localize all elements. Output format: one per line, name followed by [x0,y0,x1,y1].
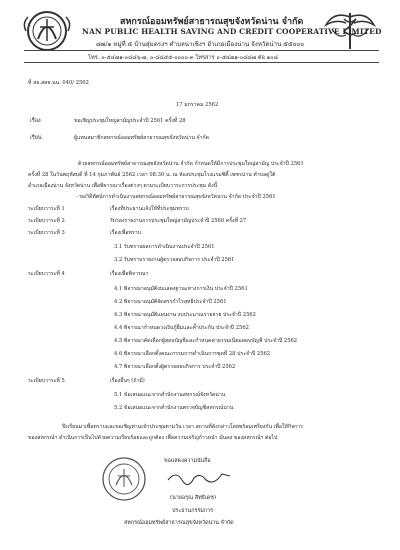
official-seal-stamp [101,456,147,502]
video-heading: - ขอวิดีทัศน์การดำเนินงานสหกรณ์ออมทรัพย์สาธารณสุขจังหวัดน่าน จำกัด ประจำปี 2561 [76,194,276,200]
agenda-text: รับรองรายงานการประชุมใหญ่สามัญประจำปี 2560 ครั้งที่ 27 [110,218,247,224]
paragraph-line: ครั้งที่ 28 ในวันพฤหัสบดี ที่ 14 กุมภาพันธ์ 2562 เวลา 08.30 น. ณ ห้องประชุมโรงแรมซิตี้ เพชรน่าน ตำบลดู่ใต้ [28,172,276,178]
letter-date: 17 มกราคม 2562 [176,102,219,108]
agenda-subitem: 4.3 พิจารณาอนุมัติแผนงาน งบประมาณรายจ่าย ประจำปี 2562 [114,312,256,318]
header-divider-bottom [24,62,379,63]
agenda-label: ระเบียบวาระที่ 5 [28,378,65,384]
closing-line: จึงเรียนมาเพื่อทราบและขอเชิญท่านเข้าประชุมตามวัน เวลา สถานที่ดังกล่าวโดยพร้อมเพรียงกัน เพื่อให้กิจการ [62,424,303,430]
agenda-subitem: 4.5 พิจารณาคัดเลือกผู้สอบบัญชีและกำหนดค่าธรรมเนียมสอบบัญชี ประจำปี 2562 [114,338,298,344]
subject-text: ขอเชิญประชุมใหญ่สามัญประจำปี 2561 ครั้งที่ 28 [74,118,186,124]
closing-line: ของสหกรณ์ฯ ดำเนินการเป็นไปด้วยความเรียบร้อยและถูกต้อง เพื่อความเจริญก้าวหน้า มั่นคง ของสหกรณ์ฯ ต่อไป [28,435,278,441]
agenda-subitem: 4.7 พิจารณาเลือกตั้งผู้ตรวจสอบกิจการ ประจำปี 2562 [114,364,236,370]
agenda-subitem: 4.1 พิจารณาอนุมัติงบแสดงฐานะทางการเงิน ประจำปี 2561 [114,286,248,292]
signature [164,466,234,488]
agenda-subitem: 4.4 พิจารณากำหนดวงเงินกู้ยืมและค้ำประกัน ประจำปี 2562 [114,325,249,331]
org-name-thai: สหกรณ์ออมทรัพย์สาธารณสุขจังหวัดน่าน จำกัด [120,17,304,27]
agenda-subitem: 5.2 ข้อเสนอแนะจากสำนักงานตรวจบัญชีสหกรณ์น่าน [114,405,234,411]
agenda-subitem: 4.2 พิจารณาอนุมัติจัดสรรกำไรสุทธิประจำปี 2561 [114,299,227,305]
agenda-subitem: 5.1 ข้อเสนอแนะจากสำนักงานสหกรณ์จังหวัดน่าน [114,392,226,398]
signer-title: ประธานกรรมการ [172,508,214,514]
signer-organization: สหกรณ์ออมทรัพย์สาธารณสุขจังหวัดน่าน จำกัด [124,520,234,526]
paragraph-line: อำเภอเมืองน่าน จังหวัดน่าน เพื่อพิจารณาเรื่องต่างๆ ตามระเบียบวาระการประชุม ดังนี้ [28,183,218,189]
agenda-subitem: 3.2 รับทราบรายงานผู้ตรวจสอบกิจการ ประจำปี 2561 [114,257,235,263]
agenda-text: เรื่องเพื่อทราบ [110,230,141,236]
to-text: ผู้แทนสมาชิกสหกรณ์ออมทรัพย์สาธารณสุขจังหวัดน่าน จำกัด [74,135,210,141]
agenda-label: ระเบียบวาระที่ 2 [28,218,65,224]
agenda-subitem: 3.1 รับทราบผลการดำเนินงานประจำปี 2561 [114,244,215,250]
cooperative-logo-left [20,9,74,53]
signer-name: (นายอรุณ สิทธิเดช) [170,495,217,501]
reference-number: ที่ สอ.สสจ.นน. 040/ 2562 [28,80,89,86]
header-divider [24,50,379,51]
agenda-label: ระเบียบวาระที่ 4 [28,271,65,277]
agenda-subitem: 4.6 พิจารณาเลือกตั้งคณะกรรมการดำเนินการชุดที่ 28 ประจำปี 2562 [114,351,271,357]
agenda-text: เรื่องที่ประธานแจ้งให้ที่ประชุมทราบ [110,206,189,212]
org-name-english: NAN PUBLIC HEALTH SAVING AND CREDIT COOPERATIVE LIMITED [82,27,382,36]
org-address: ๘๗/๑ หมู่ที่ ๕ บ้านสุ่มตรงฯ ตำบลนาเชิงฯ อำเภอเมืองน่าน จังหวัดน่าน ๕๕๐๐๐ [96,41,304,48]
agenda-label: ระเบียบวาระที่ 3 [28,230,65,236]
subject-label: เรื่อง [30,118,41,124]
paragraph-line: ด้วยสหกรณ์ออมทรัพย์สาธารณสุขจังหวัดน่าน จำกัด กำหนดให้มีการประชุมใหญ่สามัญ ประจำปี 2561 [78,161,304,167]
org-phone: โทร. ๐-๕๔๗๑-๐๘๘๖-๗, ๐-๘๘๕๕-๐๐๐๐-๓ โทรสาร ๐-๕๔๗๑-๐๘๘๗ ต่อ ๑๐๘ [88,55,278,61]
to-label: เรียน [30,135,42,141]
regards-text: ขอแสดงความนับถือ [164,458,211,464]
agenda-text: เรื่องอื่นๆ (ถ้ามี) [110,378,145,384]
agenda-label: ระเบียบวาระที่ 1 [28,206,65,212]
agenda-text: เรื่องเพื่อพิจารณา [110,271,149,277]
